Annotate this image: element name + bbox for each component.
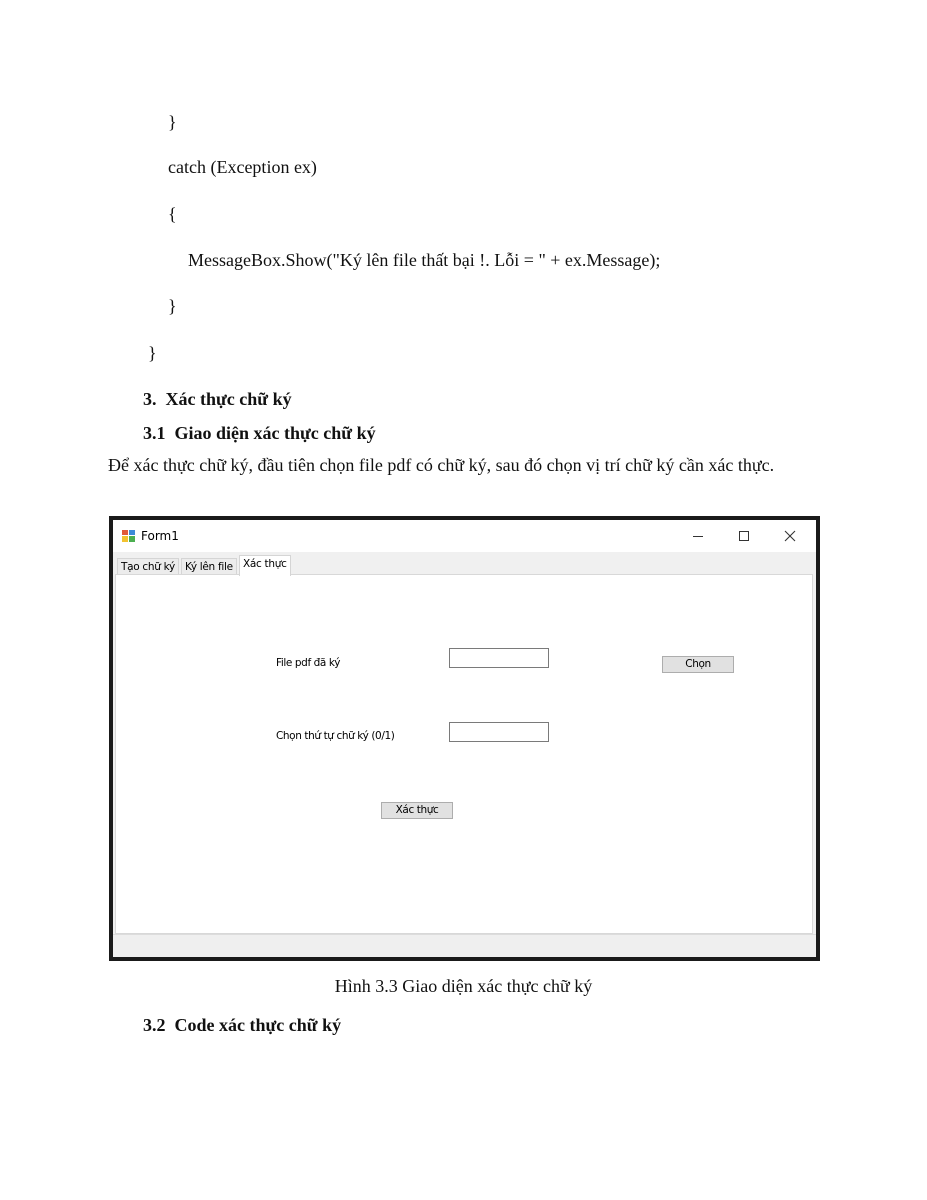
maximize-button[interactable]	[722, 523, 766, 549]
minimize-button[interactable]	[676, 523, 720, 549]
form-window-screenshot	[109, 516, 820, 961]
tab-verify[interactable]: Xác thực	[239, 555, 291, 576]
tab-strip	[113, 552, 816, 574]
heading-section-3: 3. Xác thực chữ ký	[143, 389, 292, 409]
code-method-closing-brace: }	[148, 343, 157, 363]
verify-tab-panel	[115, 574, 813, 934]
verify-button[interactable]: Xác thực	[381, 802, 453, 819]
signed-pdf-label: File pdf đã ký	[276, 657, 341, 669]
tab-sign-file[interactable]: Ký lên file	[181, 558, 237, 575]
close-button[interactable]	[768, 523, 812, 549]
minimize-icon	[692, 530, 704, 542]
code-catch-line: catch (Exception ex)	[168, 157, 317, 177]
figure-caption: Hình 3.3 Giao diện xác thực chữ ký	[334, 976, 593, 996]
window-title: Form1	[141, 529, 179, 543]
signature-order-label: Chọn thứ tự chữ ký (0/1)	[276, 730, 395, 742]
close-icon	[784, 530, 796, 542]
tab-create-signature[interactable]: Tạo chữ ký	[117, 558, 179, 575]
maximize-icon	[738, 530, 750, 542]
intro-paragraph: Để xác thực chữ ký, đầu tiên chọn file pdf có chữ ký, sau đó chọn vị trí chữ ký cần xác thực.	[108, 455, 775, 475]
choose-file-button[interactable]: Chọn	[662, 656, 734, 673]
form-app-icon	[122, 530, 135, 542]
window-title-bar	[113, 520, 816, 552]
code-closing-brace-2: }	[168, 296, 177, 316]
window-status-bar	[113, 934, 816, 957]
signed-pdf-input[interactable]	[449, 648, 549, 668]
code-opening-brace: {	[168, 204, 177, 224]
code-messagebox-line: MessageBox.Show("Ký lên file thất bại !. Lỗi = " + ex.Message);	[188, 250, 661, 270]
heading-section-3-1: 3.1 Giao diện xác thực chữ ký	[143, 423, 376, 443]
code-closing-brace: }	[168, 112, 177, 132]
signature-order-input[interactable]	[449, 722, 549, 742]
heading-section-3-2: 3.2 Code xác thực chữ ký	[143, 1015, 342, 1035]
